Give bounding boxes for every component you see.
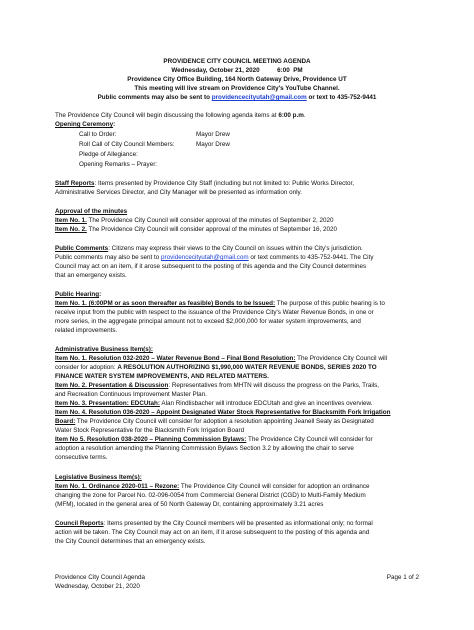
admin-item-1-pre: consider for adoption: [55,364,118,371]
opening-colon: : [113,121,116,128]
minutes-item-1 [55,217,334,225]
public-comments-post: or text comments to 435-752-9441. The City [248,254,374,261]
admin-item-5-text1: The Providence City Council will consider for [246,436,373,443]
footer-page-number: Page 1 of 2 [386,574,419,581]
hearing-item-1-line2: receive input from the public with respect to the issuance of the Providence City's Water Revenue Bonds, in one or [55,309,374,316]
public-comments-text1: : Citizens may express their views to the City Council on issues within the City's jurisdiction. [108,245,363,252]
footer-agenda-name: Providence City Council Agenda [55,574,145,581]
roll-call-value: Mayor Drew [196,141,230,148]
roll-call-label: Roll Call of City Council Members: [79,141,175,148]
public-comments-pre: Public comments may also be sent to [55,254,162,261]
legislative-item-1-line3: (MFM), located in the general area of 50 North Gateway Dr, containing approximately 3.21 acres [55,501,324,508]
minutes-item-1-text: The Providence City Council will consider approval of the minutes of September 2, 2020 [86,217,334,224]
footer-date: Wednesday, October 21, 2020 [55,583,140,590]
call-to-order-label: Call to Order: [79,131,117,138]
admin-item-3 [55,400,372,408]
admin-item-4-line3: Water Stock Representative for the Blacksmith Fork Irrigation Board [55,427,245,434]
pledge-label: Pledge of Allegiance: [79,151,138,158]
hearing-item-1-line3: more series, in the aggregate principal amount not to exceed $2,000,000 for water system improvements, and [55,318,361,325]
admin-item-5-line1 [55,436,373,444]
admin-item-1-text1: The Providence City Council will [295,355,388,362]
council-reports-text1: : Items presented by the City Council members will be presented as informational only; no formal [103,520,373,527]
admin-item-2-label: Item No. 2. Presentation & Discussion [55,382,169,389]
legislative-item-1-label: Item No. 1. Ordinance 2020-011 – Rezone: [55,483,180,490]
admin-item-1-line1 [55,355,387,363]
legislative-item-1-line1 [55,483,370,491]
comments-post: or text to 435-752-9441 [306,94,377,101]
public-comments-line4: that an emergency exists. [55,272,127,279]
opening-heading [55,121,115,129]
email-link[interactable]: providencecityutah@gmail.com [211,94,307,101]
stream-notice: This meeting will live stream on Providence City's YouTube Channel. [134,85,340,92]
admin-item-1-line3: FINANCE WATER SYSTEM IMPROVEMENTS, AND RELATED MATTERS. [55,373,269,380]
minutes-item-2 [55,226,337,234]
hearing-item-1-text1: The purpose of this public hearing is to [275,300,385,307]
council-reports-line1 [55,520,373,528]
intro-time: 6:00 p.m [278,112,304,119]
admin-item-1-resolution: A RESOLUTION AUTHORIZING $1,990,000 WATER REVENUE BONDS, SERIES 2020 TO [117,364,377,371]
public-hearing-heading [55,291,101,299]
public-comments-line2 [55,254,373,262]
public-comments-heading: Public Comments [55,245,109,252]
staff-reports-line1 [55,180,354,188]
admin-item-5-line3: consecutive terms. [55,454,108,461]
staff-reports-text1: : Items presented by Providence City Staff (including but not limited to: Public Works Director, [94,180,355,187]
staff-reports-line2: Administrative Services Director, and City Manager will be presented as information only. [55,189,302,196]
comments-pre: Public comments may also be sent to [97,94,212,101]
council-reports-line3: the City Council determines that an emergency exists. [55,538,206,545]
public-hearing-heading-text: Public Hearing [55,291,100,298]
call-to-order-value: Mayor Drew [196,131,230,138]
meeting-datetime: Wednesday, October 21, 2020 6:00 PM [171,67,303,74]
admin-heading: Administrative Business Item(s): [55,346,153,353]
council-reports-heading: Council Reports [55,520,104,527]
intro-text [55,112,306,120]
admin-item-2-line2: and Recreation Continuous Improvement Master Plan. [55,391,207,398]
admin-item-1-label: Item No. 1. Resolution 032-2020 – Water Revenue Bond – Final Bond Resolution: [55,355,296,362]
public-comments-line3: Council may act on an item, if it arose subsequent to the posting of this agenda and the City Council determines [55,263,367,270]
minutes-heading: Approval of the minutes [55,208,128,215]
meeting-location: Providence City Office Building, 164 North Gateway Drive, Providence UT [127,76,347,83]
remarks-label: Opening Remarks – Prayer: [79,161,158,168]
legislative-item-1-line2: changing the zone for Parcel No. 02-096-0054 from Commercial General District (CGD) to Multi-Family Medium [55,492,366,499]
opening-heading-text: Opening Ceremony [55,121,114,128]
public-hearing-colon: : [99,291,102,298]
admin-item-5-label: Item No 5. Resolution 038-2020 – Planning Commission Bylaws: [55,436,247,443]
council-reports-line2: action will be taken. The City Council may act on an item, if it arose subsequent to the posting of this agenda and [55,529,370,536]
minutes-item-1-label: Item No. 1. [55,217,87,224]
admin-item-5-line2: adoption a resolution amending the Planning Commission Bylaws Section 3.2 by allowing the chair to serve [55,445,354,452]
admin-item-4-line1: Item No. 4. Resolution 036-2020 – Appoint Designated Water Stock Representative for Blacksmith Fork Irrigation [55,409,391,416]
hearing-item-1-label: Item No. 1. (6:00PM or as soon thereafter as feasible) Bonds to be Issued: [55,300,276,307]
hearing-item-1-line1 [55,300,385,308]
comments-notice [0,94,474,102]
hearing-item-1-line4: related improvements. [55,327,118,334]
admin-item-2-line1 [55,382,379,390]
minutes-item-2-text: The Providence City Council will consider approval of the minutes of September 16, 2020 [86,226,337,233]
admin-item-3-label: Item No. 3. Presentation: EDCUtah: [55,400,160,407]
agenda-title: PROVIDENCE CITY COUNCIL MEETING AGENDA [163,58,311,65]
legislative-heading: Legislative Business Item(s): [55,474,142,481]
admin-item-4-text: The Providence City Council will consider for adoption a resolution appointing Jeanell Sealy as Designated [75,418,374,425]
staff-reports-heading: Staff Reports [55,180,95,187]
public-comments-email-link[interactable]: providencecityutah@gmail.com [161,254,249,261]
intro-post: . [303,112,306,119]
legislative-item-1-text1: The Providence City Council will consider for adoption an ordinance [179,483,370,490]
admin-item-3-text: Alan Rindlisbacher will introduce EDCUtah and give an incentives overview. [159,400,373,407]
minutes-item-2-label: Item No. 2. [55,226,87,233]
public-comments-line1 [55,245,363,253]
admin-item-1-line2 [55,364,377,372]
admin-item-4-line2 [55,418,374,426]
intro-pre: The Providence City Council will begin discussing the following agenda items at [55,112,279,119]
admin-item-4-board-label: Board: [55,418,76,425]
admin-item-2-text1: : Representatives from MHTN will discuss the progress on the Parks, Trails, [168,382,380,389]
